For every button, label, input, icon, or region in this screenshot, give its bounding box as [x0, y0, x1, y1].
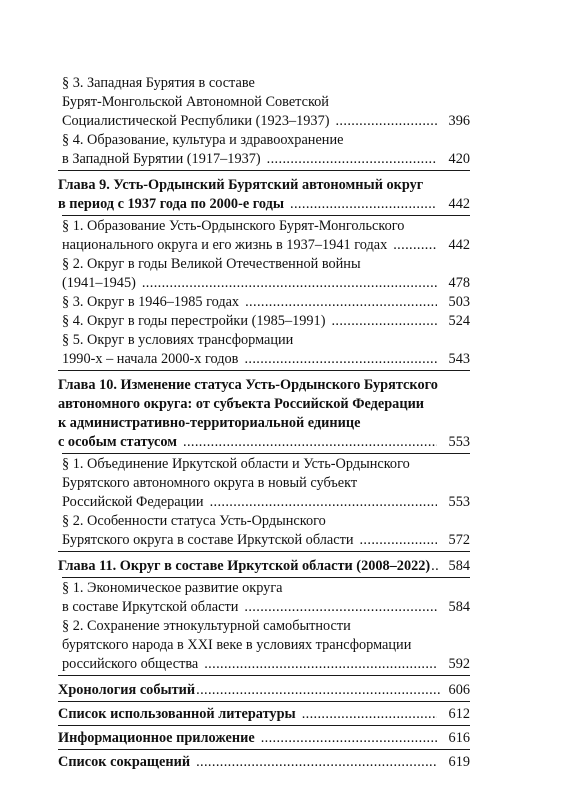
page-number: 396 [448, 113, 470, 129]
page-number: 553 [448, 494, 470, 510]
chapter-title: к административно-территориальной единице [58, 415, 361, 431]
page-number: 503 [448, 294, 470, 310]
divider [58, 170, 470, 171]
page-number: 616 [448, 730, 470, 746]
page-number: 553 [448, 434, 470, 450]
leader-dots [244, 349, 437, 369]
leader-dots [302, 704, 437, 724]
page-number: 478 [448, 275, 470, 291]
toc-entry-ch11-section-2[interactable] [62, 654, 470, 674]
page-number: 442 [448, 196, 470, 212]
divider [58, 749, 470, 750]
toc-entry-chapter-11[interactable] [58, 556, 470, 576]
page-number: 592 [448, 656, 470, 672]
back-matter-title: Информационное приложение [58, 730, 255, 746]
leader-dots [359, 530, 437, 550]
page-number: 442 [448, 237, 470, 253]
leader-dots [267, 149, 437, 169]
toc-entry-text: Бурятского округа в составе Иркутской области [62, 532, 354, 548]
toc-entry-text: Социалистической Республики (1923–1937) [62, 113, 330, 129]
divider [58, 551, 470, 552]
toc-entry-text: § 1. Объединение Иркутской области и Усть-Ордынского [62, 456, 410, 472]
page-number: 619 [448, 754, 470, 770]
chapter-title: Глава 11. Округ в составе Иркутской области (2008–2022) [58, 558, 431, 574]
toc-entry-text: § 4. Образование, культура и здравоохранение [62, 132, 344, 148]
chapter-title: Глава 9. Усть-Ордынский Бурятский автономный округ [58, 177, 424, 193]
chapter-title: с особым статусом [58, 434, 178, 450]
toc-entry-ch9-section-5[interactable] [62, 349, 470, 369]
toc-entry-section-3[interactable] [62, 111, 470, 131]
toc-entry-text: 1990-х – начала 2000-х годов [62, 351, 239, 367]
chapter-title: автономного округа: от субъекта Российской Федерации [58, 396, 425, 412]
toc-entry-ch10-section-2[interactable] [62, 530, 470, 550]
toc-entry-ch9-section-1[interactable] [62, 235, 470, 255]
chapter-title: в период с 1937 года по 2000-е годы [58, 196, 285, 212]
toc-entry-section-4[interactable] [62, 149, 470, 169]
page-number: 543 [448, 351, 470, 367]
toc-entry-text: бурятского народа в XXI веке в условиях трансформации [62, 637, 412, 653]
toc-entry-ch9-section-4[interactable] [62, 311, 470, 331]
leader-dots [142, 273, 437, 293]
leader-dots [204, 654, 437, 674]
toc-entry-ch10-section-1[interactable] [62, 492, 470, 512]
leader-dots [331, 311, 437, 331]
toc-entry-text: § 1. Экономическое развитие округа [62, 580, 283, 596]
leader-dots [335, 111, 437, 131]
divider [58, 675, 470, 676]
toc-entry-text: (1941–1945) [62, 275, 136, 291]
back-matter-title: Список использованной литературы [58, 706, 296, 722]
page-number: 572 [448, 532, 470, 548]
leader-dots [393, 235, 437, 255]
back-matter-title: Хронология событий [58, 682, 196, 698]
back-matter-title: Список сокращений [58, 754, 191, 770]
leader-dots [210, 492, 437, 512]
leader-dots [196, 680, 440, 700]
toc-entry-text: § 2. Округ в годы Великой Отечественной войны [62, 256, 361, 272]
toc-entry-ch9-section-2[interactable] [62, 273, 470, 293]
leader-dots [183, 432, 437, 452]
divider [58, 701, 470, 702]
page-number: 606 [448, 682, 470, 698]
toc-entry-text: § 3. Округ в 1946–1985 годах [62, 294, 240, 310]
toc-entry-text: национального округа и его жизнь в 1937–1941 годах [62, 237, 388, 253]
toc-entry-text: § 4. Округ в годы перестройки (1985–1991) [62, 313, 326, 329]
toc-entry-text: § 5. Округ в условиях трансформации [62, 332, 294, 348]
page-number: 584 [448, 558, 470, 574]
toc-entry-ch9-section-3[interactable] [62, 292, 470, 312]
toc-entry-text: Российской Федерации [62, 494, 204, 510]
toc-entry-chronology[interactable] [58, 680, 470, 700]
toc-entry-text: в составе Иркутской области [62, 599, 239, 615]
toc-entry-abbreviations[interactable] [58, 752, 470, 772]
page-number: 420 [448, 151, 470, 167]
page-number: 584 [448, 599, 470, 615]
toc-entry-text: § 2. Сохранение этнокультурной самобытности [62, 618, 351, 634]
page-number: 524 [448, 313, 470, 329]
toc-entry-text: Бурят-Монгольской Автономной Советской [62, 94, 329, 110]
toc-entry-text: § 3. Западная Бурятия в составе [62, 75, 255, 91]
leader-dots [196, 752, 437, 772]
divider [58, 725, 470, 726]
divider [58, 370, 470, 371]
page-number: 612 [448, 706, 470, 722]
leader-dots [290, 194, 437, 214]
toc-entry-chapter-9[interactable] [58, 194, 470, 214]
toc-entry-text: российского общества [62, 656, 199, 672]
toc-entry-text: § 1. Образование Усть-Ордынского Бурят-Монгольского [62, 218, 405, 234]
leader-dots [245, 292, 437, 312]
chapter-title: Глава 10. Изменение статуса Усть-Ордынского Бурятского [58, 377, 438, 393]
leader-dots [244, 597, 437, 617]
toc-entry-text: в Западной Бурятии (1917–1937) [62, 151, 261, 167]
toc-entry-ch11-section-1[interactable] [62, 597, 470, 617]
leader-dots [261, 728, 437, 748]
toc-entry-text: Бурятского автономного округа в новый субъект [62, 475, 358, 491]
leader-dots [431, 556, 440, 576]
toc-entry-chapter-10[interactable] [58, 432, 470, 452]
toc-entry-appendix[interactable] [58, 728, 470, 748]
toc-entry-text: § 2. Особенности статуса Усть-Ордынского [62, 513, 326, 529]
toc-entry-bibliography[interactable] [58, 704, 470, 724]
